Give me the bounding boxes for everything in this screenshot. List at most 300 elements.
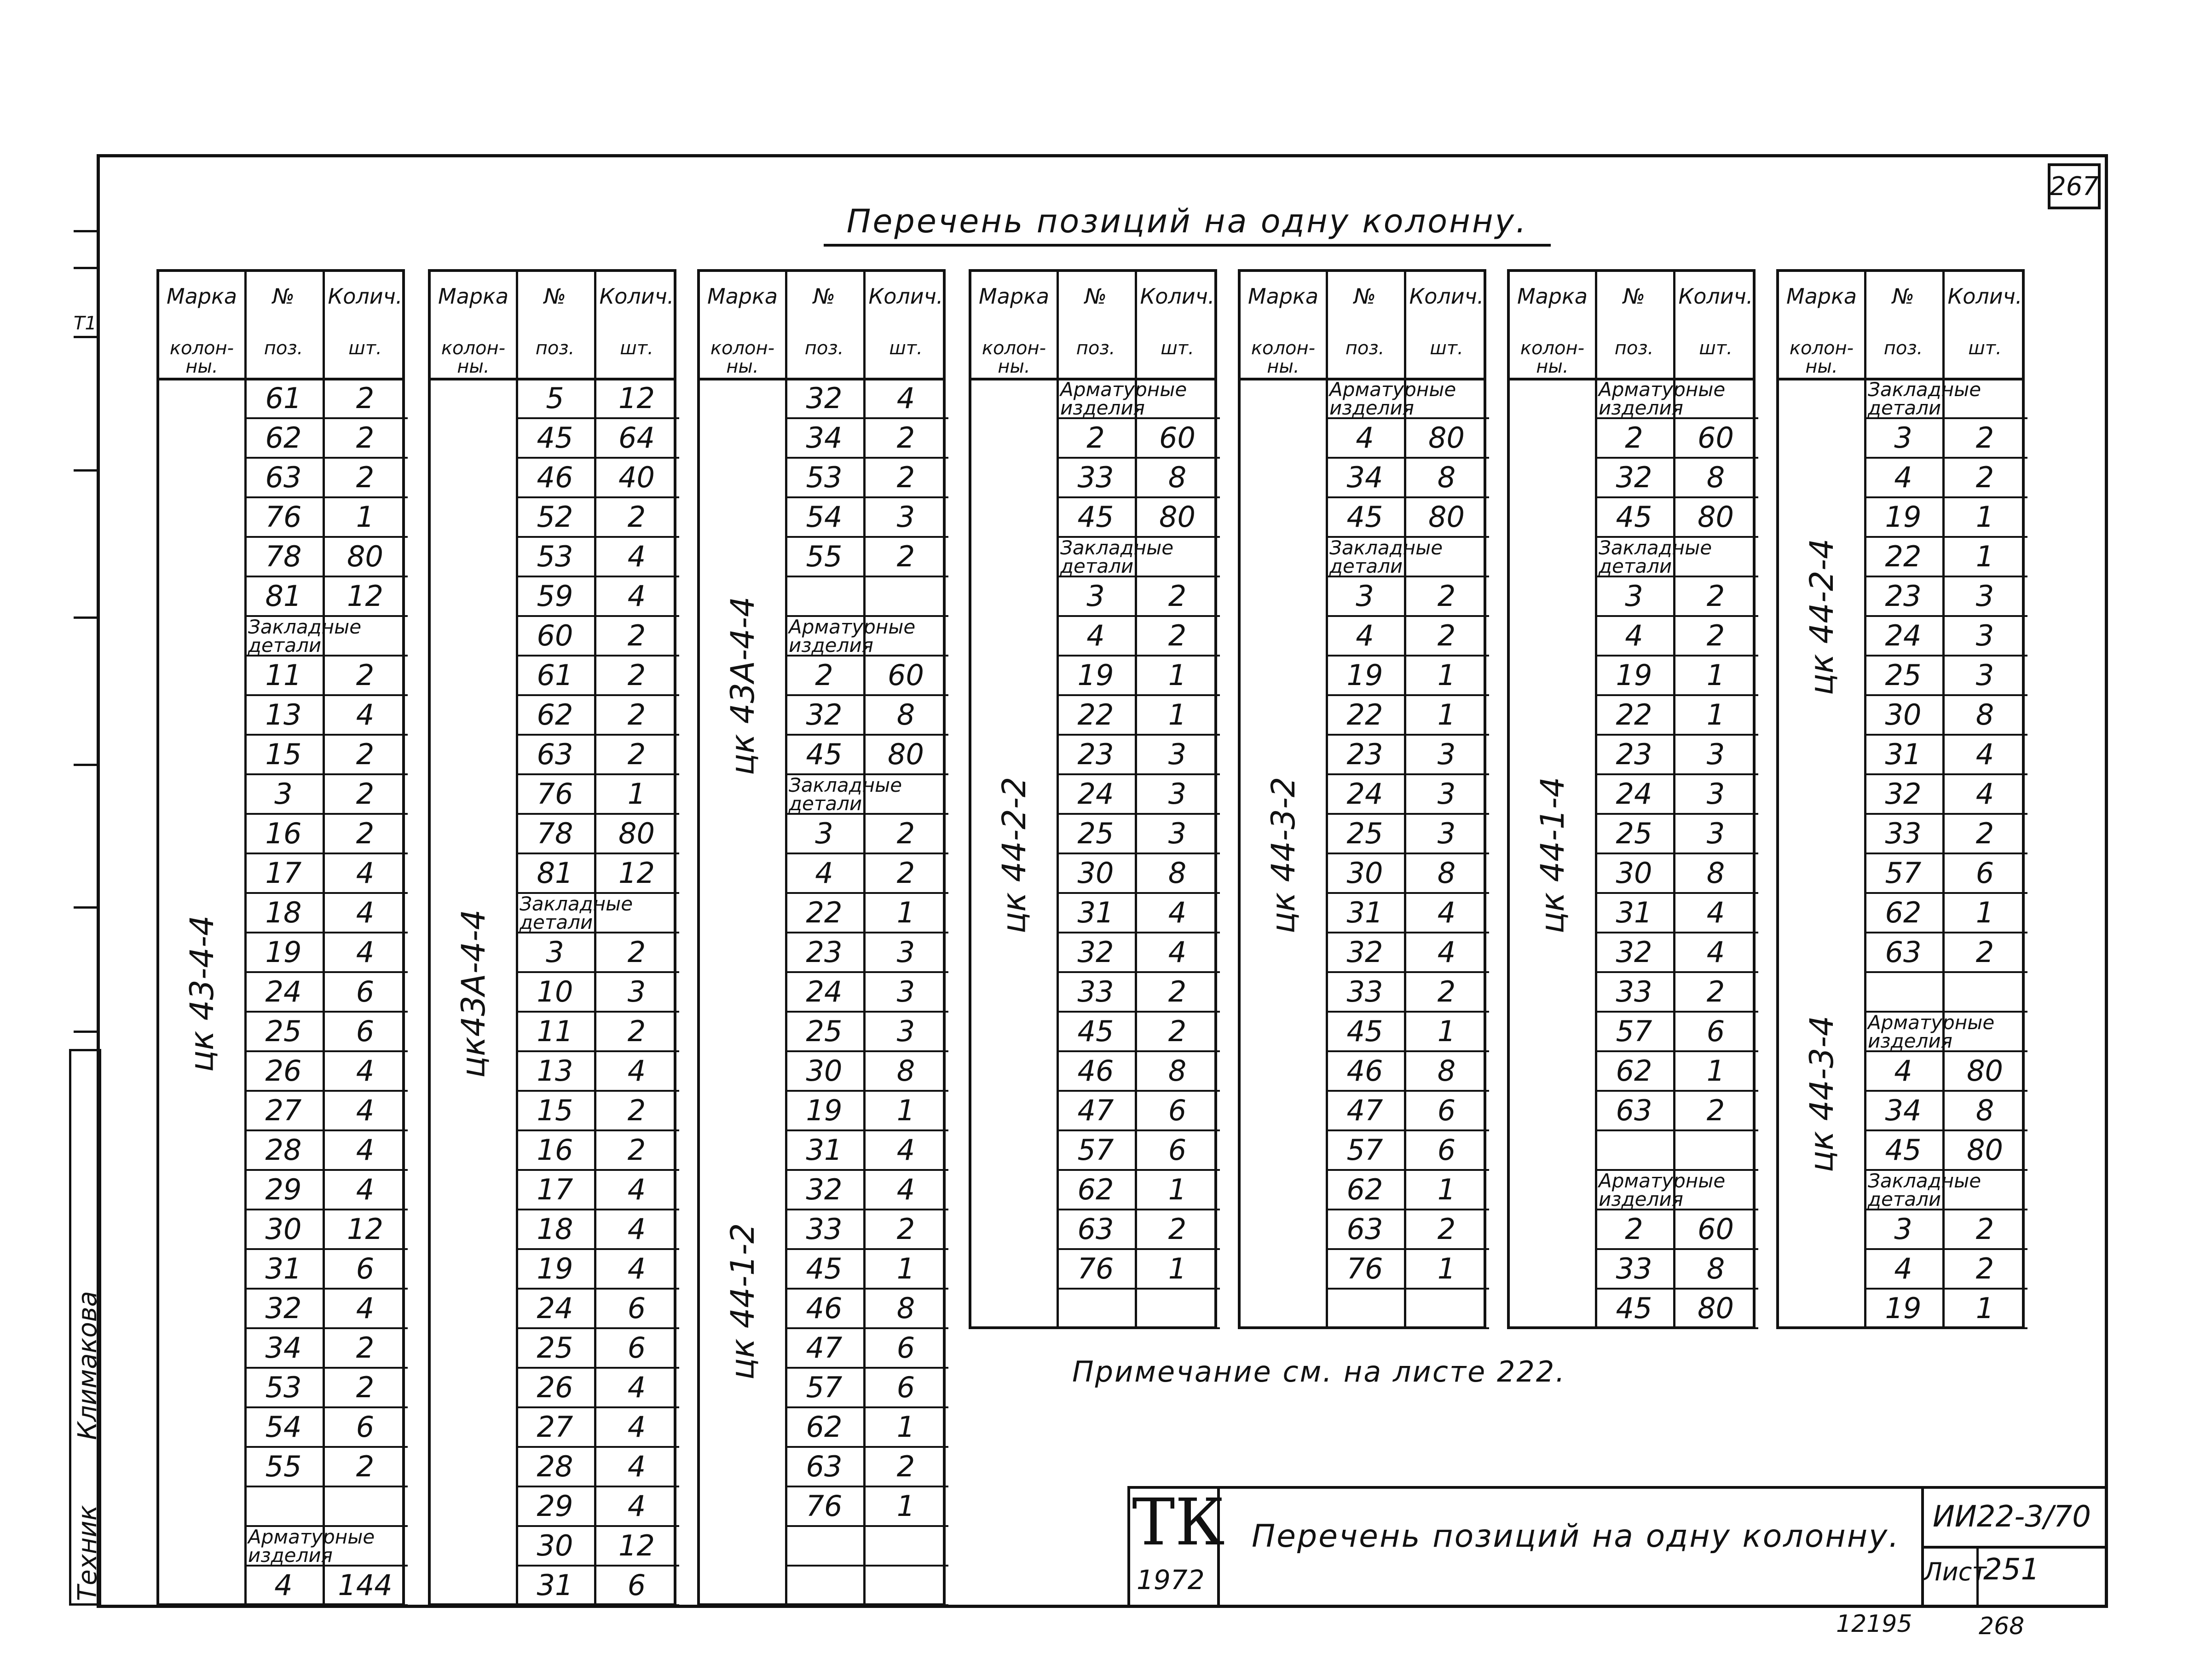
position-number: 30 xyxy=(1077,856,1114,890)
row-line xyxy=(1326,694,1489,696)
position-number: 2 xyxy=(1086,421,1105,455)
quantity: 3 xyxy=(627,975,646,1008)
row-line xyxy=(1057,892,1220,894)
quantity: 2 xyxy=(627,1094,646,1127)
position-number: 4 xyxy=(1086,619,1105,652)
row-line xyxy=(1595,773,1758,775)
position-number: 11 xyxy=(265,658,302,692)
position-number: 53 xyxy=(806,461,843,494)
position-table xyxy=(428,269,676,1606)
quantity: 6 xyxy=(1975,856,1994,890)
position-number: 30 xyxy=(1346,856,1383,890)
position-number: 22 xyxy=(1346,698,1383,732)
row-line xyxy=(1864,892,2027,894)
row-line xyxy=(1864,1248,2027,1250)
row-line xyxy=(1864,615,2027,617)
position-number: 3 xyxy=(1625,579,1643,613)
row-line xyxy=(516,1090,679,1092)
position-number: 57 xyxy=(1346,1133,1383,1167)
header-pos-label: № xyxy=(272,284,295,309)
row-line xyxy=(1057,457,1220,459)
position-number: 32 xyxy=(1077,935,1114,969)
quantity: 4 xyxy=(1168,896,1187,929)
row-line xyxy=(1326,1248,1489,1250)
position-number: 30 xyxy=(537,1529,573,1562)
quantity: 12 xyxy=(618,856,655,890)
quantity: 6 xyxy=(627,1568,646,1602)
row-line xyxy=(516,813,679,815)
row-line xyxy=(1326,1129,1489,1131)
row-line xyxy=(244,853,408,854)
header-mark-sublabel: колон-ны. xyxy=(1520,338,1585,377)
quantity: 8 xyxy=(1168,461,1187,494)
quantity: 3 xyxy=(896,935,915,969)
header-pos-label: № xyxy=(544,284,566,309)
quantity: 2 xyxy=(1437,579,1456,613)
quantity: 3 xyxy=(1706,737,1725,771)
row-line xyxy=(1326,1090,1489,1092)
row-line xyxy=(785,1406,948,1408)
row-line xyxy=(244,1327,408,1329)
quantity: 2 xyxy=(627,500,646,534)
position-number: 22 xyxy=(806,896,843,929)
row-line xyxy=(1864,655,2027,657)
header-mark-sublabel: колон-ны. xyxy=(982,338,1046,377)
position-number: 25 xyxy=(1077,817,1114,850)
row-line xyxy=(1057,1011,1220,1013)
quantity: 40 xyxy=(618,461,655,494)
group-label: Арматурные изделия xyxy=(248,1526,375,1567)
row-line xyxy=(785,1129,948,1131)
header-pos-label: № xyxy=(813,284,835,309)
quantity: 60 xyxy=(1159,421,1196,455)
row-line xyxy=(785,536,948,538)
position-number: 78 xyxy=(265,540,302,573)
row-line xyxy=(244,1011,408,1013)
quantity: 2 xyxy=(896,1450,915,1483)
quantity: 8 xyxy=(1437,461,1456,494)
quantity: 1 xyxy=(356,500,375,534)
quantity: 2 xyxy=(1437,975,1456,1008)
quantity: 2 xyxy=(1168,1014,1187,1048)
position-number: 32 xyxy=(1346,935,1383,969)
quantity: 80 xyxy=(1698,500,1734,534)
header-mark-label: Марка xyxy=(1786,284,1857,309)
row-line xyxy=(1595,1327,1758,1329)
position-number: 25 xyxy=(1616,817,1652,850)
column-mark: цк 44-1-4 xyxy=(1533,777,1571,934)
row-line xyxy=(785,1486,948,1487)
row-line xyxy=(1595,1011,1758,1013)
position-number: 45 xyxy=(1616,1291,1652,1325)
position-number: 33 xyxy=(1616,975,1652,1008)
quantity: 2 xyxy=(356,777,375,811)
header-pos-sublabel: поз. xyxy=(1883,338,1923,359)
row-line xyxy=(1326,813,1489,815)
quantity: 8 xyxy=(1437,856,1456,890)
quantity: 3 xyxy=(896,975,915,1008)
position-number: 45 xyxy=(1346,500,1383,534)
quantity: 4 xyxy=(1168,935,1187,969)
position-number: 52 xyxy=(537,500,573,534)
row-line xyxy=(785,1050,948,1052)
row-line xyxy=(516,971,679,973)
margin-tick xyxy=(74,906,97,909)
position-number: 11 xyxy=(537,1014,573,1048)
row-line xyxy=(1595,615,1758,617)
group-label: Арматурные изделия xyxy=(1060,378,1187,419)
quantity: 4 xyxy=(627,579,646,613)
row-line xyxy=(785,1367,948,1369)
position-number: 32 xyxy=(265,1291,302,1325)
position-table xyxy=(969,269,1217,1329)
position-number: 15 xyxy=(265,737,302,771)
position-number: 19 xyxy=(1346,658,1383,692)
header-pos xyxy=(1326,286,1404,357)
position-number: 31 xyxy=(265,1252,302,1285)
row-line xyxy=(516,655,679,657)
row-line xyxy=(516,536,679,538)
quantity: 4 xyxy=(356,1291,375,1325)
column-mark: цк 44-1-2 xyxy=(723,1223,762,1380)
row-line xyxy=(785,1248,948,1250)
quantity: 3 xyxy=(1706,817,1725,850)
quantity: 6 xyxy=(1437,1133,1456,1167)
position-number: 33 xyxy=(1077,975,1114,1008)
quantity: 1 xyxy=(1975,896,1994,929)
position-table xyxy=(156,269,405,1606)
position-number: 34 xyxy=(806,421,843,455)
row-line xyxy=(244,496,408,498)
position-number: 4 xyxy=(1894,461,1912,494)
row-line xyxy=(785,734,948,736)
quantity: 2 xyxy=(627,658,646,692)
position-number: 2 xyxy=(815,658,833,692)
quantity: 1 xyxy=(1437,1252,1456,1285)
position-number: 24 xyxy=(806,975,843,1008)
quantity: 1 xyxy=(1437,1014,1456,1048)
quantity: 6 xyxy=(1437,1094,1456,1127)
header-qty-label: Колич. xyxy=(1947,284,2022,309)
position-number: 32 xyxy=(806,1173,843,1206)
quantity: 2 xyxy=(1168,1212,1187,1246)
quantity: 80 xyxy=(1698,1291,1734,1325)
quantity: 6 xyxy=(356,975,375,1008)
position-number: 55 xyxy=(806,540,843,573)
position-number: 76 xyxy=(1346,1252,1383,1285)
row-line xyxy=(1864,576,2027,577)
position-number: 32 xyxy=(806,381,843,415)
header-pos-label: № xyxy=(1085,284,1107,309)
position-number: 27 xyxy=(265,1094,302,1127)
quantity: 1 xyxy=(896,1252,915,1285)
margin-label: Т1 xyxy=(74,313,97,334)
row-line xyxy=(785,694,948,696)
header-pos-sublabel: поз. xyxy=(535,338,575,359)
position-number: 57 xyxy=(1885,856,1922,890)
quantity: 2 xyxy=(356,381,375,415)
position-number: 30 xyxy=(1616,856,1652,890)
sheet-number: 267 xyxy=(2048,163,2101,209)
quantity: 8 xyxy=(1706,1252,1725,1285)
quantity: 60 xyxy=(888,658,924,692)
header-qty-sublabel: шт. xyxy=(1968,338,2002,359)
quantity: 8 xyxy=(1706,461,1725,494)
row-line xyxy=(785,971,948,973)
header-qty xyxy=(594,286,679,357)
row-line xyxy=(1057,853,1220,854)
position-number: 10 xyxy=(537,975,573,1008)
row-line xyxy=(516,1050,679,1052)
position-number: 19 xyxy=(1885,1291,1922,1325)
position-number: 18 xyxy=(537,1212,573,1246)
quantity: 4 xyxy=(1975,737,1994,771)
position-number: 76 xyxy=(806,1489,843,1523)
row-line xyxy=(516,1288,679,1290)
row-line xyxy=(1864,1288,2027,1290)
column-mark: цк 44-3-2 xyxy=(1264,777,1302,934)
quantity: 1 xyxy=(1437,658,1456,692)
position-number: 34 xyxy=(265,1331,302,1365)
quantity: 4 xyxy=(1437,896,1456,929)
page-title: Перечень позиций на одну колонну. xyxy=(846,202,1528,240)
row-line xyxy=(785,1327,948,1329)
quantity: 2 xyxy=(1975,817,1994,850)
quantity: 80 xyxy=(1967,1054,2003,1088)
header-pos xyxy=(1057,286,1135,357)
quantity: 3 xyxy=(1168,777,1187,811)
quantity: 4 xyxy=(627,1450,646,1483)
bottom-number-left: 12195 xyxy=(1836,1610,1912,1638)
quantity: 12 xyxy=(618,381,655,415)
quantity: 2 xyxy=(1975,1212,1994,1246)
row-line xyxy=(244,932,408,933)
quantity: 4 xyxy=(896,381,915,415)
header-mark-label: Марка xyxy=(1247,284,1319,309)
column-mark: цк 43А-4-4 xyxy=(723,596,762,776)
position-number: 62 xyxy=(265,421,302,455)
quantity: 1 xyxy=(1706,658,1725,692)
quantity: 4 xyxy=(627,1489,646,1523)
quantity: 2 xyxy=(1706,975,1725,1008)
position-table xyxy=(1238,269,1486,1329)
row-line xyxy=(785,892,948,894)
header-mark-sublabel: колон-ны. xyxy=(441,338,506,377)
header-pos xyxy=(1864,286,1942,357)
quantity: 2 xyxy=(356,1331,375,1365)
quantity: 4 xyxy=(627,1054,646,1088)
header-pos-sublabel: поз. xyxy=(1614,338,1654,359)
header-mark-sublabel: колон-ны. xyxy=(1789,338,1854,377)
row-line xyxy=(516,1169,679,1171)
row-line xyxy=(1326,1050,1489,1052)
position-number: 19 xyxy=(1077,658,1114,692)
position-number: 33 xyxy=(1885,817,1922,850)
row-line xyxy=(1057,694,1220,696)
row-line xyxy=(1057,734,1220,736)
quantity: 4 xyxy=(356,1173,375,1206)
quantity: 8 xyxy=(896,1054,915,1088)
row-line xyxy=(1864,1090,2027,1092)
column-mark: цк 44-3-4 xyxy=(1802,1015,1841,1172)
position-number: 3 xyxy=(1894,1212,1912,1246)
quantity: 2 xyxy=(1168,579,1187,613)
row-line xyxy=(516,734,679,736)
header-mark-label: Марка xyxy=(707,284,778,309)
position-number: 24 xyxy=(1077,777,1114,811)
position-number: 25 xyxy=(265,1014,302,1048)
row-line xyxy=(516,1604,679,1606)
position-number: 19 xyxy=(265,935,302,969)
header-qty-label: Колич. xyxy=(868,284,943,309)
header-pos-sublabel: поз. xyxy=(804,338,844,359)
position-number: 28 xyxy=(537,1450,573,1483)
row-line xyxy=(785,1090,948,1092)
row-line xyxy=(516,773,679,775)
position-number: 13 xyxy=(537,1054,573,1088)
quantity: 4 xyxy=(356,935,375,969)
quantity: 4 xyxy=(896,1173,915,1206)
row-line xyxy=(1326,655,1489,657)
position-number: 23 xyxy=(1616,737,1652,771)
header-qty-sublabel: шт. xyxy=(1430,338,1463,359)
position-number: 45 xyxy=(1346,1014,1383,1048)
header-pos-sublabel: поз. xyxy=(264,338,303,359)
quantity: 3 xyxy=(896,1014,915,1048)
header-mark xyxy=(431,286,516,376)
position-number: 62 xyxy=(1885,896,1922,929)
position-number: 28 xyxy=(265,1133,302,1167)
position-number: 27 xyxy=(537,1410,573,1444)
position-number: 30 xyxy=(1885,698,1922,732)
header-pos xyxy=(516,286,594,357)
position-number: 46 xyxy=(1346,1054,1383,1088)
header-qty-sublabel: шт. xyxy=(620,338,653,359)
group-label: Закладные детали xyxy=(1060,536,1174,577)
row-line xyxy=(516,1129,679,1131)
row-line xyxy=(1326,773,1489,775)
row-line xyxy=(1326,457,1489,459)
position-number: 3 xyxy=(1356,579,1374,613)
row-line xyxy=(1326,1011,1489,1013)
row-line xyxy=(516,1486,679,1487)
header-mark xyxy=(1241,286,1326,376)
position-number: 54 xyxy=(265,1410,302,1444)
position-number: 81 xyxy=(265,579,302,613)
position-number: 13 xyxy=(265,698,302,732)
position-number: 19 xyxy=(1616,658,1652,692)
row-line xyxy=(516,1248,679,1250)
quantity: 6 xyxy=(1706,1014,1725,1048)
quantity: 2 xyxy=(1706,1094,1725,1127)
note: Примечание см. на листе 222. xyxy=(1072,1355,1566,1388)
group-label: Закладные детали xyxy=(248,616,362,657)
position-number: 30 xyxy=(265,1212,302,1246)
row-line xyxy=(516,1011,679,1013)
header-pos xyxy=(785,286,863,357)
group-label: Закладные детали xyxy=(1868,378,1981,419)
quantity: 3 xyxy=(1975,579,1994,613)
header-mark-label: Марка xyxy=(438,284,509,309)
position-number: 22 xyxy=(1885,540,1922,573)
position-number: 32 xyxy=(806,698,843,732)
row-line xyxy=(785,1565,948,1567)
row-line xyxy=(1057,1050,1220,1052)
position-number: 33 xyxy=(1616,1252,1652,1285)
position-number: 24 xyxy=(265,975,302,1008)
row-line xyxy=(1864,813,2027,815)
row-line xyxy=(1057,932,1220,933)
row-line xyxy=(1864,734,2027,736)
quantity: 4 xyxy=(356,856,375,890)
quantity: 3 xyxy=(1975,619,1994,652)
position-number: 29 xyxy=(537,1489,573,1523)
row-line xyxy=(244,892,408,894)
row-line xyxy=(785,1011,948,1013)
quantity: 2 xyxy=(896,1212,915,1246)
header-qty xyxy=(1404,286,1489,357)
quantity: 2 xyxy=(1975,421,1994,455)
row-line xyxy=(785,576,948,577)
row-line xyxy=(1057,1209,1220,1210)
margin-tick xyxy=(74,230,97,232)
row-line xyxy=(244,734,408,736)
row-line xyxy=(244,1248,408,1250)
row-line xyxy=(1057,773,1220,775)
position-number: 63 xyxy=(1346,1212,1383,1246)
position-number: 26 xyxy=(265,1054,302,1088)
quantity: 4 xyxy=(627,1173,646,1206)
position-number: 61 xyxy=(537,658,573,692)
group-label: Закладные детали xyxy=(1868,1169,1981,1210)
stamp-year: 1972 xyxy=(1137,1564,1205,1596)
header-pos-label: № xyxy=(1354,284,1376,309)
position-number: 26 xyxy=(537,1371,573,1404)
row-line xyxy=(244,417,408,419)
row-line xyxy=(785,1446,948,1448)
position-number: 33 xyxy=(1346,975,1383,1008)
quantity: 1 xyxy=(1975,1291,1994,1325)
quantity: 1 xyxy=(1168,1173,1187,1206)
margin-tick xyxy=(74,336,97,338)
header-pos-label: № xyxy=(1623,284,1645,309)
header-qty xyxy=(863,286,948,357)
quantity: 8 xyxy=(1706,856,1725,890)
row-line xyxy=(1595,932,1758,933)
row-line xyxy=(1595,892,1758,894)
row-line xyxy=(244,1406,408,1408)
quantity: 1 xyxy=(627,777,646,811)
row-line xyxy=(785,1604,948,1606)
quantity: 2 xyxy=(896,421,915,455)
row-line xyxy=(1326,892,1489,894)
quantity: 12 xyxy=(347,1212,383,1246)
quantity: 1 xyxy=(1706,1054,1725,1088)
quantity: 8 xyxy=(1168,856,1187,890)
row-line xyxy=(1057,615,1220,617)
row-line xyxy=(1864,932,2027,933)
quantity: 2 xyxy=(896,461,915,494)
quantity: 4 xyxy=(627,1212,646,1246)
row-line xyxy=(1595,655,1758,657)
row-line xyxy=(516,853,679,854)
quantity: 2 xyxy=(356,1371,375,1404)
quantity: 4 xyxy=(1437,935,1456,969)
quantity: 3 xyxy=(1437,737,1456,771)
position-number: 4 xyxy=(1356,619,1374,652)
margin-tick xyxy=(74,267,97,269)
position-number: 63 xyxy=(265,461,302,494)
